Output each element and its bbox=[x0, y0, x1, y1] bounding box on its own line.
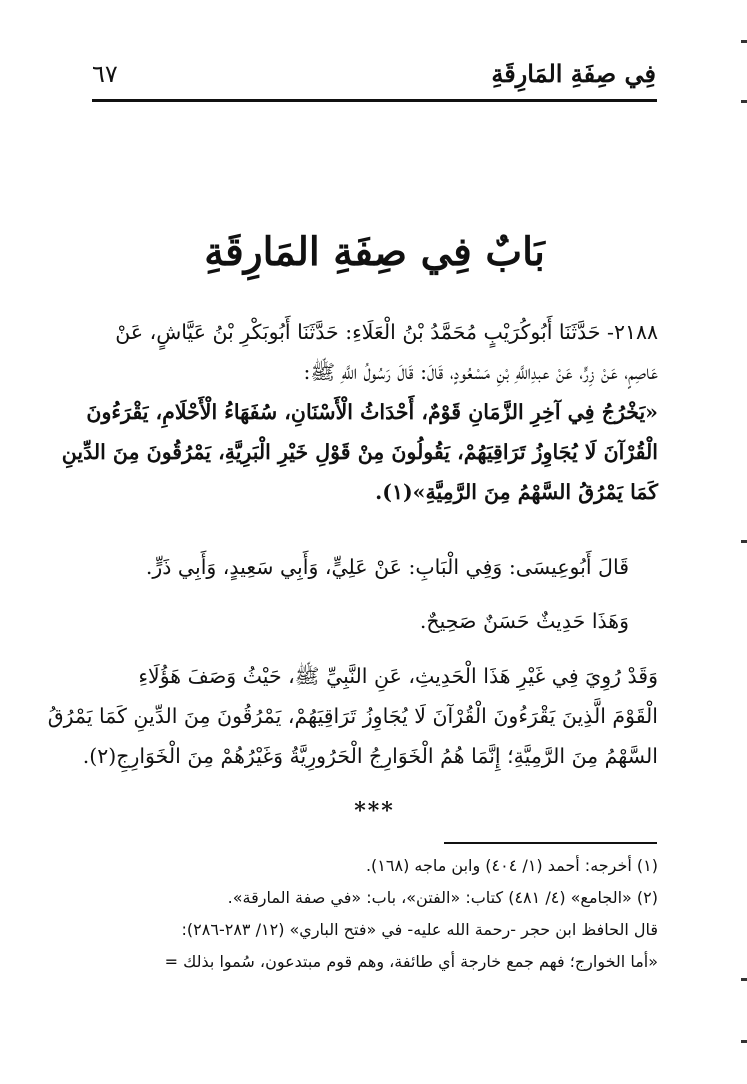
abu-isa-remark: قَالَ أَبُوعِيسَى: وَفِي الْبَابِ: عَنْ عَلِيٍّ، وَأَبِي سَعِيدٍ، وَأَبِي ذَرٍّ. bbox=[145, 555, 629, 579]
hadith-line: عَاصِمٍ، عَنْ زِرٍّ، عَنْ عبدِاللَّهِ بْنِ مَسْعُودٍ، قَالَ: قَالَ رَسُولُ اللَّهِ ﷺ: bbox=[303, 360, 658, 384]
note-line: وَقَدْ رُوِيَ فِي غَيْرِ هَذَا الْحَدِيثِ، عَنِ النَّبِيِّ ﷺ، حَيْثُ وَصَفَ هَؤُلَاءِ bbox=[138, 664, 658, 688]
hadith-line: كَمَا يَمْرُقُ السَّهْمُ مِنَ الرَّمِيَّةِ»(١). bbox=[375, 480, 658, 504]
page-number: ٦٧ bbox=[92, 60, 118, 88]
scan-edge-mark bbox=[741, 100, 747, 103]
footnote-line: (١) أخرجه: أحمد (١/ ٤٠٤) وابن ماجه (١٦٨). bbox=[365, 856, 658, 875]
footnote-line: «أما الخوارج؛ فهم جمع خارجة أي طائفة، وهم قوم مبتدعون، سُموا بذلك = bbox=[164, 952, 658, 971]
note-line: السَّهْمُ مِنَ الرَّمِيَّةِ؛ إِنَّمَا هُمُ الْخَوَارِجُ الْحَرُورِيَّةُ وَغَيْرُهُمْ مِنَ الْخَوَارِجِ(٢). bbox=[82, 744, 658, 768]
note-line: الْقَوْمَ الَّذِينَ يَقْرَءُونَ الْقُرْآنَ لَا يُجَاوِزُ تَرَاقِيَهُمْ، يَمْرُقُونَ مِنَ الدِّينِ كَمَا يَمْرُقُ bbox=[47, 704, 658, 728]
hadith-2188 bbox=[61, 312, 658, 512]
scan-edge-mark bbox=[741, 40, 747, 43]
footnote-line: (٢) «الجامع» (٤/ ٤٨١) كتاب: «الفتن»، باب: «في صفة المارقة». bbox=[227, 888, 658, 907]
scan-edge-mark bbox=[741, 540, 747, 543]
hadith-line: ٢١٨٨- حَدَّثَنَا أَبُوكُرَيْبٍ مُحَمَّدُ بْنُ الْعَلَاءِ: حَدَّثَنَا أَبُوبَكْرِ بْنُ عَيَّاشٍ، عَنْ bbox=[115, 320, 658, 344]
footnotes bbox=[88, 850, 658, 978]
author-note bbox=[47, 656, 658, 776]
running-header bbox=[92, 58, 656, 92]
hadith-line: «يَخْرُجُ فِي آخِرِ الزَّمَانِ قَوْمٌ، أَحْدَاثُ الْأَسْنَانِ، سُفَهَاءُ الْأَحْلَامِ، يَقْرَءُونَ bbox=[86, 400, 658, 424]
scan-edge-mark bbox=[741, 978, 747, 981]
footnote-line: قال الحافظ ابن حجر -رحمة الله عليه- في «فتح الباري» (١٢/ ٢٨٣-٢٨٦): bbox=[181, 920, 658, 939]
header-rule bbox=[92, 99, 657, 102]
running-title: فِي صِفَةِ المَارِقَةِ bbox=[491, 59, 656, 88]
chapter-title: بَابٌ فِي صِفَةِ المَارِقَةِ bbox=[204, 229, 545, 275]
section-separator: *** bbox=[354, 798, 395, 824]
footnote-rule bbox=[444, 842, 657, 844]
grading-remark: وَهَذَا حَدِيثٌ حَسَنٌ صَحِيحٌ. bbox=[419, 609, 629, 633]
scan-edge-mark bbox=[741, 1040, 747, 1043]
hadith-line: الْقُرْآنَ لَا يُجَاوِزُ تَرَاقِيَهُمْ، يَقُولُونَ مِنْ قَوْلِ خَيْرِ الْبَرِيَّةِ، يَمْرُقُونَ مِنَ الدِّينِ bbox=[61, 440, 658, 464]
